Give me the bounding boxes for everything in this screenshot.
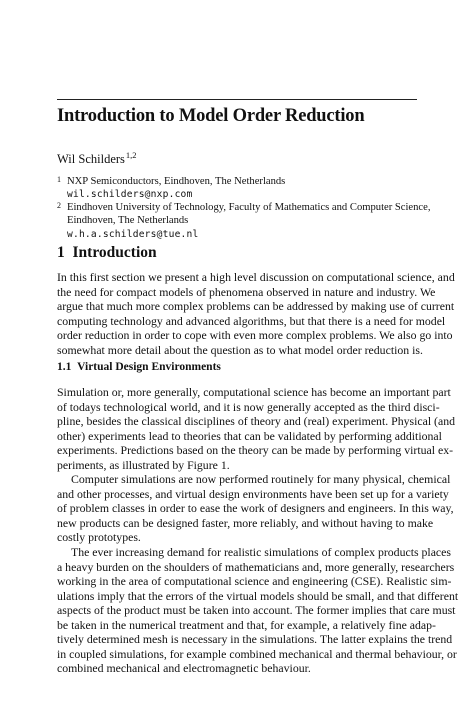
- text-line: order reduction in order to cope with even more complex problems. We also go into: [57, 328, 453, 343]
- text-line: Computer simulations are now performed routinely for many physical, chemical: [71, 472, 451, 486]
- author-line: [57, 150, 137, 167]
- affiliation-text: Eindhoven, The Netherlands: [67, 215, 189, 227]
- text-line: Simulation or, more generally, computational science has become an important part: [57, 385, 451, 399]
- text-line: experiments. Predictions based on the theory can be made by performing virtual ex-: [57, 443, 454, 458]
- paragraph-2: [57, 472, 454, 545]
- text-line: combined mechanical and electromagnetic behaviour.: [57, 661, 311, 676]
- text-line: of problem classes in order to ease the work of designers and engineers. In this way,: [57, 501, 454, 516]
- text-line: somewhat more detail about the question as to what model order reduction is.: [57, 342, 423, 357]
- text-line: the need for compact models of phenomena observed in nature and industry. We: [57, 284, 436, 299]
- paragraph-1: [57, 385, 456, 472]
- section-heading: [57, 244, 157, 262]
- text-line: of todays technological world, and it is now generally accepted as the third disci-: [57, 399, 440, 414]
- chapter-title: Introduction to Model Order Reduction: [57, 106, 365, 126]
- text-line: in coupled simulations, for example combined mechanical and thermal behaviour, or: [57, 646, 457, 661]
- text-line: costly prototypes.: [57, 530, 141, 545]
- text-line: other) experiments lead to theories that can be validated by performing additional: [57, 428, 442, 443]
- subsection-number: 1.1: [57, 361, 72, 373]
- text-line: The ever increasing demand for realistic simulations of complex products places: [71, 545, 451, 559]
- affiliation-2: [57, 201, 431, 241]
- text-line: a heavy burden on the shoulders of mathematicians and, more generally, researchers: [57, 559, 455, 574]
- subsection-title: Virtual Design Environments: [77, 361, 221, 373]
- text-line: ulations imply that the errors of the virtual models should be small, and that different: [57, 588, 459, 603]
- author-name: Wil Schilders: [57, 152, 125, 166]
- text-line: and other processes, and virtual design environments have been set up for a variety: [57, 486, 449, 501]
- text-line: working in the area of computational science and engineering (CSE). Realistic sim-: [57, 574, 452, 589]
- author-affiliation-marks: 1,2: [125, 150, 137, 160]
- text-line: argue that much more complex problems can be addressed by making use of current: [57, 299, 455, 314]
- intro-paragraph: [57, 270, 455, 357]
- text-line: periments, as illustrated by Figure 1.: [57, 457, 230, 472]
- affiliation-email: wil.schilders@nxp.com: [67, 189, 193, 201]
- section-title: Introduction: [72, 244, 157, 261]
- text-line: computing technology and advanced algorithms, but that there is a need for model: [57, 313, 446, 328]
- text-line: aspects of the product must be taken into account. The former implies that care must: [57, 603, 456, 618]
- affiliation-text: NXP Semiconductors, Eindhoven, The Netherlands: [67, 176, 286, 187]
- affiliation-mark: 2: [57, 201, 61, 210]
- text-line: In this first section we present a high level discussion on computational science, and: [57, 270, 455, 284]
- text-line: tively determined mesh is necessary in the simulations. The latter explains the trend: [57, 632, 453, 647]
- affiliation-text: Eindhoven University of Technology, Faculty of Mathematics and Computer Science,: [67, 202, 431, 213]
- text-line: be taken in the numerical treatment and that, for example, a relatively fine adap-: [57, 617, 436, 632]
- affiliation-1: [57, 175, 417, 202]
- subsection-heading: [57, 361, 221, 373]
- header-rule: [57, 99, 417, 100]
- affiliation-mark: 1: [57, 175, 61, 184]
- affiliation-email: w.h.a.schilders@tue.nl: [67, 228, 199, 240]
- paragraph-3: [57, 545, 459, 676]
- text-line: pline, besides the classical disciplines of theory and (real) experiment. Physical (and: [57, 414, 456, 429]
- section-number: 1: [57, 244, 65, 261]
- text-line: new products can be designed faster, more reliably, and without having to make: [57, 515, 434, 530]
